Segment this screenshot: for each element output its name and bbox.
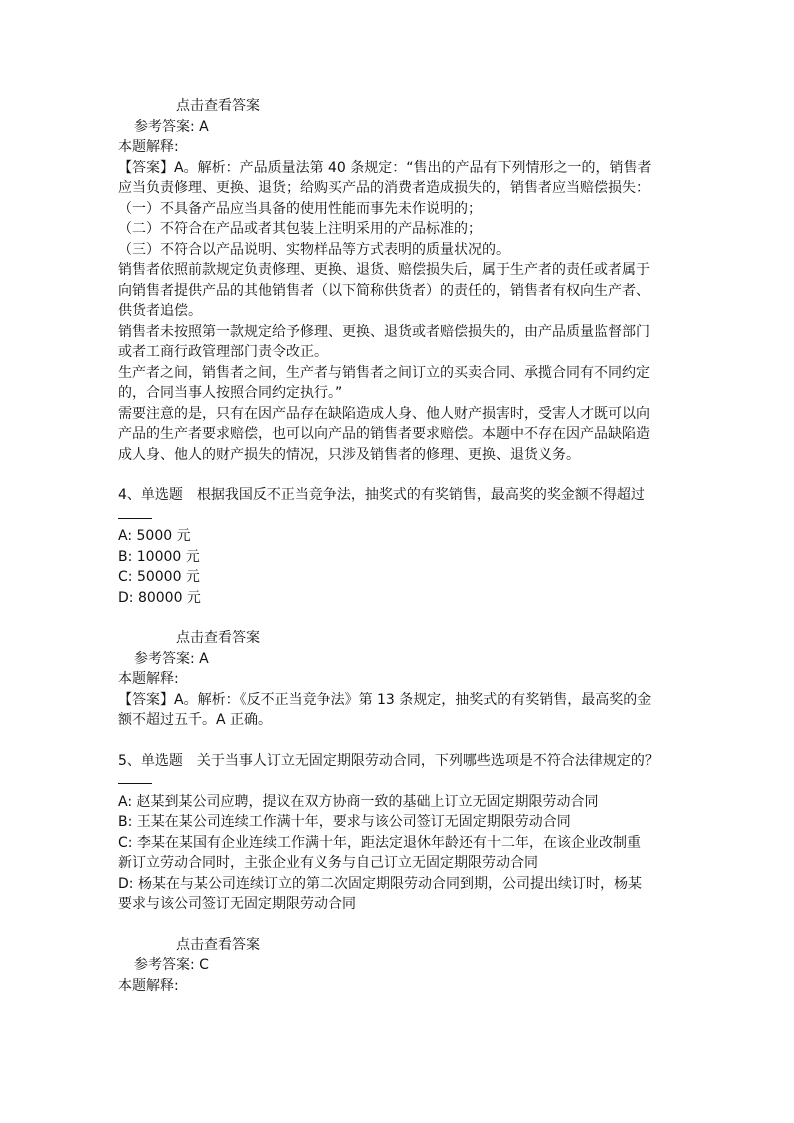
explanation-line: 【答案】A。解析：《反不正当竞争法》第 13 条规定，抽奖式的有奖销售，最高奖的金 — [118, 691, 652, 708]
explanation-line: 产品的生产者要求赔偿，也可以向产品的销售者要求赔偿。本题中不存在因产品缺陷造 — [118, 426, 650, 442]
option-b: B: 10000 元 — [118, 548, 200, 565]
option-d-continued: 要求与该公司签订无固定期限劳动合同 — [118, 896, 356, 912]
explanation-line: 需要注意的是，只有在因产品存在缺陷造成人身、他人财产损害时，受害人才既可以向 — [118, 405, 650, 422]
option-b: B: 王某在某公司连续工作满十年，要求与该公司签订无固定期限劳动合同 — [118, 814, 571, 830]
spacer — [118, 465, 688, 485]
view-answer-link[interactable]: 点击查看答案 — [176, 630, 260, 646]
explanation-line: （三）不符合以产品说明、实物样品等方式表明的质量状况的。 — [118, 241, 510, 258]
reference-answer: 参考答案: A — [134, 650, 209, 667]
option-a: A: 5000 元 — [118, 528, 191, 544]
spacer — [118, 731, 688, 751]
blank-underline — [118, 771, 152, 784]
reference-answer: 参考答案: A — [134, 118, 209, 135]
view-answer-link[interactable]: 点击查看答案 — [176, 98, 260, 114]
option-d: D: 杨某在与某公司连续订立的第二次固定期限劳动合同到期，公司提出续订时，杨某 — [118, 875, 642, 892]
option-c: C: 李某在某国有企业连续工作满十年，距法定退休年龄还有十二年，在该企业改制重 — [118, 834, 641, 851]
explanation-line: 成人身、他人的财产损失的情况，只涉及销售者的修理、更换、退货义务。 — [118, 446, 580, 463]
answer-blank — [118, 771, 688, 792]
explanation-line: 或者工商行政管理部门责令改正。 — [118, 344, 328, 360]
question-4: 4、单选题 根据我国反不正当竞争法，抽奖式的有奖销售，最高奖的奖金额不得超过 — [118, 487, 645, 503]
document-page — [118, 96, 688, 996]
explanation-label: 本题解释: — [118, 977, 179, 994]
spacer — [118, 608, 688, 628]
option-c: C: 50000 元 — [118, 569, 200, 585]
explanation-line: 额不超过五千。A 正确。 — [118, 712, 273, 728]
explanation-label: 本题解释: — [118, 139, 179, 155]
view-answer-link[interactable]: 点击查看答案 — [176, 936, 260, 953]
question-5: 5、单选题 关于当事人订立无固定期限劳动合同，下列哪些选项是不符合法律规定的？ — [118, 752, 659, 769]
answer-blank — [118, 506, 688, 527]
explanation-line: 供货者追偿。 — [118, 303, 202, 319]
explanation-line: 销售者未按照第一款规定给予修理、更换、退货或者赔偿损失的，由产品质量监督部门 — [118, 323, 650, 340]
explanation-line: 【答案】A。解析：产品质量法第 40 条规定：“售出的产品有下列情形之一的，销售者 — [118, 159, 652, 176]
reference-answer: 参考答案: C — [134, 957, 209, 973]
explanation-line: 向销售者提供产品的其他销售者（以下简称供货者）的责任的，销售者有权向生产者、 — [118, 282, 650, 299]
explanation-line: 销售者依照前款规定负责修理、更换、退货、赔偿损失后，属于生产者的责任或者属于 — [118, 262, 650, 278]
explanation-text — [118, 158, 688, 466]
explanation-label: 本题解释: — [118, 671, 179, 687]
option-c-continued: 新订立劳动合同时，主张企业有义务与自己订立无固定期限劳动合同 — [118, 855, 538, 871]
spacer — [118, 915, 688, 935]
explanation-line: 生产者之间，销售者之间，生产者与销售者之间订立的买卖合同、承揽合同有不同约定 — [118, 364, 650, 381]
option-d: D: 80000 元 — [118, 589, 201, 606]
explanation-line: 应当负责修理、更换、退货；给购买产品的消费者造成损失的，销售者应当赔偿损失： — [118, 180, 650, 196]
option-a: A: 赵某到某公司应聘，提议在双方协商一致的基础上订立无固定期限劳动合同 — [118, 793, 599, 810]
blank-underline — [118, 506, 152, 519]
explanation-line: 的，合同当事人按照合同约定执行。” — [118, 385, 343, 401]
explanation-line: （一）不具备产品应当具备的使用性能而事先未作说明的； — [118, 200, 482, 217]
explanation-line: （二）不符合在产品或者其包装上注明采用的产品标准的； — [118, 221, 482, 237]
